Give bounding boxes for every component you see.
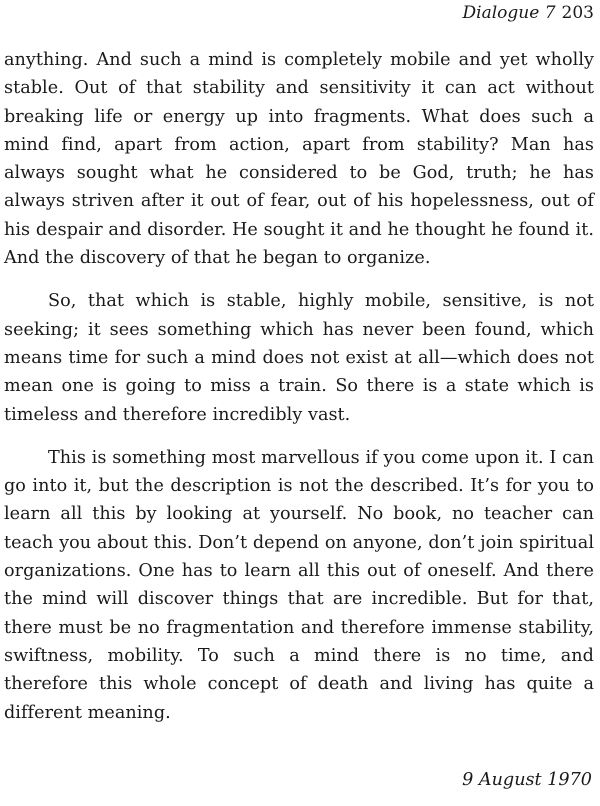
paragraph-3: This is something most marvellous if you come upon it. I can go into it, but the description is not the described. It’s for you to learn all this by looking at yourself. No book, no teacher can teach you about this. Don’t depend on anyone, don’t join spiritual organizations. One has to learn all this out of oneself. And there the mind will discover things that are incredible. But for that, there must be no fragmentation and therefore immense stability, swiftness, mobility. To such a mind there is no time, and therefore this whole concept of death and living has quite a different meaning. <box>4 447 594 723</box>
running-head <box>463 2 594 24</box>
page-number: 203 <box>561 3 594 23</box>
dialogue-date: 9 August 1970 <box>462 770 592 790</box>
paragraph-1: anything. And such a mind is completely mobile and yet wholly stable. Out of that stability and sensitivity it can act without breaking life or energy up into fragments. What does such a mind find, apart from action, apart from stability? Man has always sought what he considered to be God, truth; he has always striven after it out of fear, out of his hopelessness, out of his despair and disorder. He sought it and he thought he found it. And the discovery of that he began to organize. <box>4 50 594 269</box>
body-text <box>4 46 594 727</box>
paragraph-2: So, that which is stable, highly mobile, sensitive, is not seeking; it sees something which has never been found, which means time for such a mind does not exist at all—which does not mean one is going to miss a train. So there is a state which is timeless and therefore incredibly vast. <box>4 291 594 425</box>
running-title: Dialogue 7 <box>462 3 556 23</box>
